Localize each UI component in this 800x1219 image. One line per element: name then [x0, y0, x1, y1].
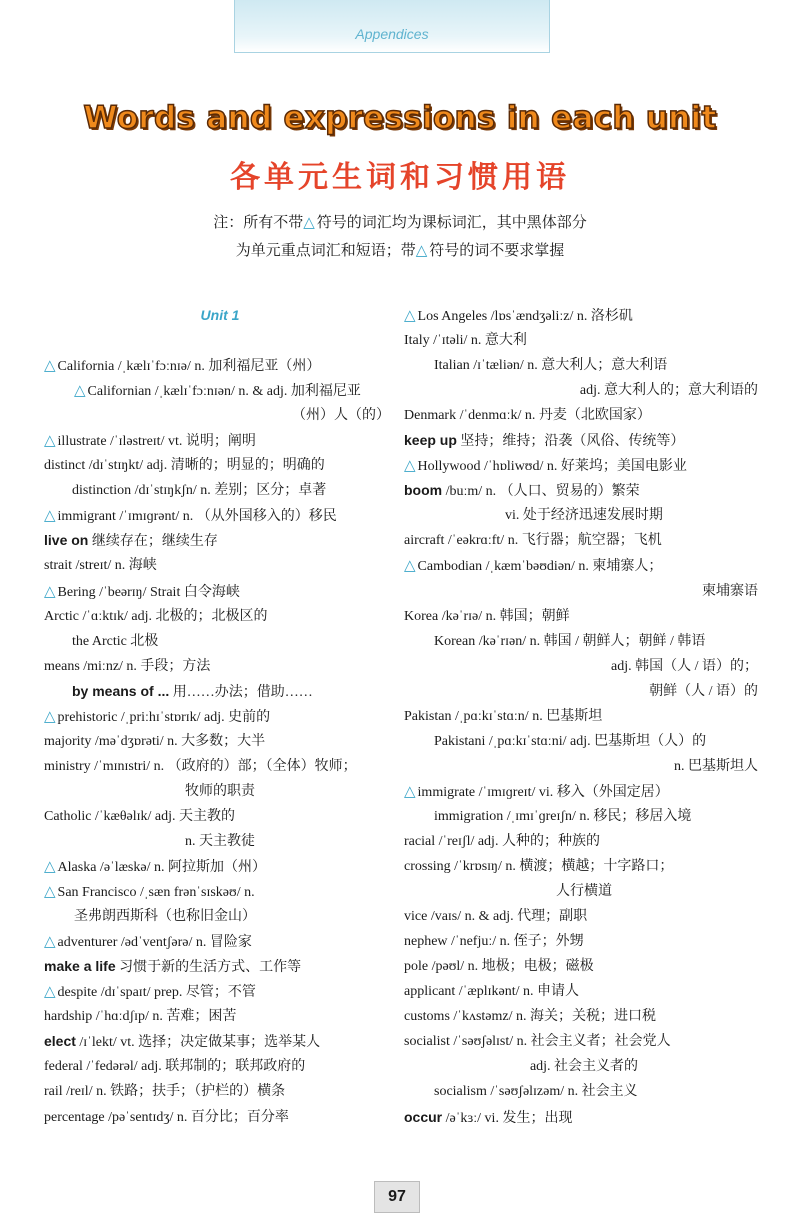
- vocab-entry: [44, 579, 396, 604]
- vocab-entry: [404, 1004, 764, 1029]
- entry-text: Californian /ˌkælɪˈfɔːnɪən/ n. & adj. 加利福尼亚: [87, 384, 361, 400]
- vocab-entry: [44, 503, 396, 528]
- entry-text: Pakistani /ˌpɑːkɪˈstɑːni/ adj. 巴基斯坦（人）的: [434, 733, 707, 749]
- vocab-entry: [404, 629, 764, 654]
- vocab-entry: [44, 879, 396, 904]
- vocab-entry: [44, 979, 396, 1004]
- vocab-entry: [404, 604, 764, 629]
- vocab-entry: [44, 378, 396, 403]
- triangle-icon: △: [44, 982, 56, 1001]
- triangle-icon: △: [404, 781, 416, 800]
- note-line-1: [0, 208, 800, 236]
- key-term: elect: [44, 1033, 76, 1050]
- vocab-entry: [404, 478, 764, 503]
- entry-text: 坚持；维持；沿袭（风俗、传统等）: [460, 434, 685, 450]
- page-number: 97: [374, 1181, 420, 1213]
- vocab-entry: [404, 679, 764, 704]
- entry-text: Los Angeles /lɒsˈændʒəliːz/ n. 洛杉矶: [417, 309, 633, 324]
- vocab-entry: [404, 353, 764, 378]
- vocab-entry: [404, 929, 764, 954]
- entry-text: rail /reɪl/ n. 铁路；扶手；（护栏的）横条: [44, 1084, 286, 1100]
- vocab-entry: [404, 378, 764, 403]
- vocab-entry: [404, 854, 764, 879]
- vocab-entry: [404, 453, 764, 478]
- key-term: occur: [404, 1108, 443, 1125]
- entry-text: 人行横道: [556, 884, 612, 900]
- vocab-entry: [404, 829, 764, 854]
- key-term: live on: [44, 532, 89, 549]
- entry-text: Korean /kəˈrɪən/ n. 韩国 / 朝鲜人；朝鲜 / 韩语: [434, 633, 706, 649]
- vocabulary-column-right: [404, 303, 764, 1130]
- entry-text: Korea /kəˈrɪə/ n. 韩国；朝鲜: [404, 608, 570, 624]
- entry-text: 柬埔寨语: [702, 583, 758, 599]
- vocab-entry: [44, 528, 396, 553]
- entry-text: /ɪˈlekt/ vt. 选择；决定做某事；选举某人: [79, 1035, 321, 1051]
- entry-text: pole /pəʊl/ n. 地极；电极；磁极: [404, 959, 594, 975]
- entry-text: applicant /ˈæplɪkənt/ n. 申请人: [404, 984, 579, 1000]
- vocab-entry: [404, 328, 764, 353]
- entry-text: vice /vaɪs/ n. & adj. 代理；副职: [404, 909, 588, 925]
- triangle-icon: △: [415, 241, 428, 259]
- entry-text: California /ˌkælɪˈfɔːnɪə/ n. 加利福尼亚（州）: [57, 359, 321, 375]
- triangle-icon: △: [44, 882, 56, 901]
- vocab-entry: [44, 629, 396, 654]
- entry-text: vi. 处于经济迅速发展时期: [505, 508, 663, 524]
- entry-text: prehistoric /ˌpriːhɪˈstɒrɪk/ adj. 史前的: [57, 709, 271, 725]
- entry-text: socialist /ˈsəʊʃəlɪst/ n. 社会主义者；社会党人: [404, 1034, 671, 1050]
- note-line-2: [0, 236, 800, 264]
- entry-text: distinct /dɪˈstɪŋkt/ adj. 清晰的；明显的；明确的: [44, 458, 325, 474]
- entry-text: Pakistan /ˌpɑːkɪˈstɑːn/ n. 巴基斯坦: [404, 708, 603, 724]
- entry-text: adj. 意大利人的；意大利语的: [579, 383, 758, 399]
- entry-text: 继续存在；继续生存: [91, 534, 218, 550]
- vocab-entry: [404, 654, 764, 679]
- entry-text: 朝鲜（人 / 语）的: [649, 683, 758, 699]
- vocab-entry: [404, 804, 764, 829]
- entry-text: means /miːnz/ n. 手段；方法: [44, 658, 211, 674]
- vocab-entry: [44, 403, 396, 428]
- triangle-icon: △: [44, 857, 56, 876]
- triangle-icon: △: [404, 556, 416, 575]
- usage-note: [0, 208, 800, 264]
- vocab-entry: [44, 679, 396, 704]
- vocab-entry: [404, 503, 764, 528]
- entry-text: distinction /dɪˈstɪŋkʃn/ n. 差别；区分；卓著: [72, 483, 327, 499]
- triangle-icon: △: [44, 506, 56, 525]
- vocab-entry: [44, 553, 396, 578]
- note-text: 为单元重点词汇和短语；带: [235, 241, 416, 259]
- note-text: 注：所有不带: [213, 213, 304, 231]
- vocab-entry: [44, 954, 396, 979]
- vocab-entry: [404, 779, 764, 804]
- entry-text: （州）人（的）: [292, 408, 390, 424]
- vocab-entry: [404, 879, 764, 904]
- vocab-entry: [44, 428, 396, 453]
- vocab-entry: [404, 1079, 764, 1104]
- note-text: 符号的词汇均为课标词汇，其中黑体部分: [316, 213, 587, 231]
- note-text: 符号的词不要求掌握: [429, 241, 565, 259]
- key-term: make a life: [44, 958, 116, 975]
- vocab-entry: [404, 729, 764, 754]
- entry-text: illustrate /ˈɪləstreɪt/ vt. 说明；阐明: [57, 434, 256, 450]
- triangle-icon: △: [404, 456, 416, 475]
- unit-heading: [44, 303, 396, 328]
- triangle-icon: △: [44, 431, 56, 450]
- key-term: keep up: [404, 432, 457, 449]
- entry-text: aircraft /ˈeəkrɑːft/ n. 飞行器；航空器；飞机: [404, 533, 662, 549]
- entry-text: n. 天主教徒: [185, 833, 255, 849]
- vocab-entry: [44, 478, 396, 503]
- triangle-icon: △: [44, 356, 56, 375]
- entry-text: Denmark /ˈdenmɑːk/ n. 丹麦（北欧国家）: [404, 408, 651, 424]
- entry-text: Unit 1: [200, 307, 240, 323]
- entry-text: customs /ˈkʌstəmz/ n. 海关；关税；进口税: [404, 1009, 656, 1025]
- entry-text: 用……办法；借助……: [172, 684, 313, 700]
- entry-text: Hollywood /ˈhɒliwʊd/ n. 好莱坞；美国电影业: [417, 459, 687, 475]
- vocab-entry: [44, 779, 396, 804]
- vocab-entry: [404, 528, 764, 553]
- entry-text: racial /ˈreɪʃl/ adj. 人种的；种族的: [404, 833, 600, 849]
- appendices-banner: [234, 0, 550, 53]
- entry-text: adj. 韩国（人 / 语）的；: [611, 658, 758, 674]
- vocab-entry: [44, 1004, 396, 1029]
- entry-text: adj. 社会主义者的: [529, 1059, 639, 1075]
- vocab-entry: [44, 453, 396, 478]
- key-term: boom: [404, 482, 443, 499]
- vocab-entry: [404, 303, 764, 328]
- entry-text: ministry /ˈmɪnɪstri/ n. （政府的）部；（全体）牧师；: [44, 758, 357, 774]
- vocab-entry: [44, 1079, 396, 1104]
- entry-text: socialism /ˈsəʊʃəlɪzəm/ n. 社会主义: [434, 1084, 638, 1100]
- entry-text: hardship /ˈhɑːdʃɪp/ n. 苦难；困苦: [44, 1009, 237, 1025]
- vocabulary-column-left: [44, 303, 396, 1130]
- triangle-icon: △: [44, 932, 56, 951]
- entry-text: Italy /ˈɪtəli/ n. 意大利: [404, 333, 527, 349]
- vocab-entry: [404, 1029, 764, 1054]
- vocab-entry: [44, 328, 396, 353]
- banner-label: Appendices: [355, 26, 429, 42]
- entry-text: Alaska /əˈlæskə/ n. 阿拉斯加（州）: [57, 860, 266, 876]
- vocab-entry: [44, 604, 396, 629]
- vocab-entry: [44, 704, 396, 729]
- entry-text: n. 巴基斯坦人: [674, 758, 758, 774]
- vocab-entry: [44, 904, 396, 929]
- vocab-entry: [404, 403, 764, 428]
- triangle-icon: △: [44, 706, 56, 725]
- triangle-icon: △: [74, 381, 86, 400]
- entry-text: the Arctic 北极: [72, 633, 159, 649]
- vocab-entry: [44, 854, 396, 879]
- vocab-entry: [404, 904, 764, 929]
- key-term: by means of ...: [72, 682, 170, 699]
- triangle-icon: △: [303, 213, 315, 231]
- entry-text: immigration /ˌɪmɪˈɡreɪʃn/ n. 移民；移居入境: [434, 808, 692, 824]
- entry-text: despite /dɪˈspaɪt/ prep. 尽管；不管: [57, 985, 256, 1001]
- entry-text: 牧师的职责: [185, 783, 255, 799]
- vocab-entry: [44, 654, 396, 679]
- vocab-entry: [44, 353, 396, 378]
- entry-text: strait /streɪt/ n. 海峡: [44, 558, 157, 574]
- vocab-entry: [44, 1054, 396, 1079]
- vocab-entry: [404, 428, 764, 453]
- page-title-english: Words and expressions in each unit: [83, 100, 717, 136]
- vocab-entry: [44, 929, 396, 954]
- entry-text: federal /ˈfedərəl/ adj. 联邦制的；联邦政府的: [44, 1059, 306, 1075]
- vocab-entry: [404, 1054, 764, 1079]
- entry-text: majority /məˈdʒɒrəti/ n. 大多数；大半: [44, 733, 266, 749]
- entry-text: San Francisco /ˌsæn frənˈsɪskəʊ/ n.: [57, 885, 255, 901]
- vocab-entry: [404, 954, 764, 979]
- vocab-entry: [44, 829, 396, 854]
- entry-text: Cambodian /ˌkæmˈbəʊdiən/ n. 柬埔寨人；: [417, 559, 663, 575]
- entry-text: nephew /ˈnefjuː/ n. 侄子；外甥: [404, 934, 584, 950]
- entry-text: /buːm/ n. （人口、贸易的）繁荣: [445, 484, 640, 500]
- vocab-entry: [404, 1105, 764, 1130]
- vocab-entry: [404, 579, 764, 604]
- vocab-entry: [44, 729, 396, 754]
- entry-text: 圣弗朗西斯科（也称旧金山）: [74, 909, 256, 925]
- entry-text: /əˈkɜː/ vi. 发生；出现: [445, 1110, 573, 1126]
- vocab-entry: [44, 1029, 396, 1054]
- triangle-icon: △: [404, 306, 416, 324]
- vocab-entry: [44, 1105, 396, 1130]
- entry-text: crossing /ˈkrɒsɪŋ/ n. 横渡；横越；十字路口；: [404, 859, 674, 875]
- vocab-entry: [404, 704, 764, 729]
- vocab-entry: [404, 979, 764, 1004]
- page-title-chinese: 各单元生词和习惯用语: [230, 160, 570, 195]
- entry-text: percentage /pəˈsentɪdʒ/ n. 百分比；百分率: [44, 1109, 289, 1125]
- entry-text: immigrant /ˈɪmɪɡrənt/ n. （从外国移入的）移民: [57, 509, 337, 525]
- vocab-entry: [404, 553, 764, 578]
- vocab-entry: [44, 754, 396, 779]
- entry-text: Arctic /ˈɑːktɪk/ adj. 北极的；北极区的: [44, 608, 268, 624]
- triangle-icon: △: [44, 581, 56, 600]
- entry-text: Catholic /ˈkæθəlɪk/ adj. 天主教的: [44, 808, 236, 824]
- entry-text: adventurer /ədˈventʃərə/ n. 冒险家: [57, 935, 252, 951]
- entry-text: 习惯于新的生活方式、工作等: [119, 960, 302, 976]
- vocab-entry: [404, 754, 764, 779]
- entry-text: Bering /ˈbeərɪŋ/ Strait 白令海峡: [57, 584, 240, 600]
- entry-text: immigrate /ˈɪmɪɡreɪt/ vi. 移入（外国定居）: [417, 784, 669, 800]
- vocab-entry: [44, 804, 396, 829]
- entry-text: Italian /ɪˈtæliən/ n. 意大利人；意大利语: [434, 358, 668, 374]
